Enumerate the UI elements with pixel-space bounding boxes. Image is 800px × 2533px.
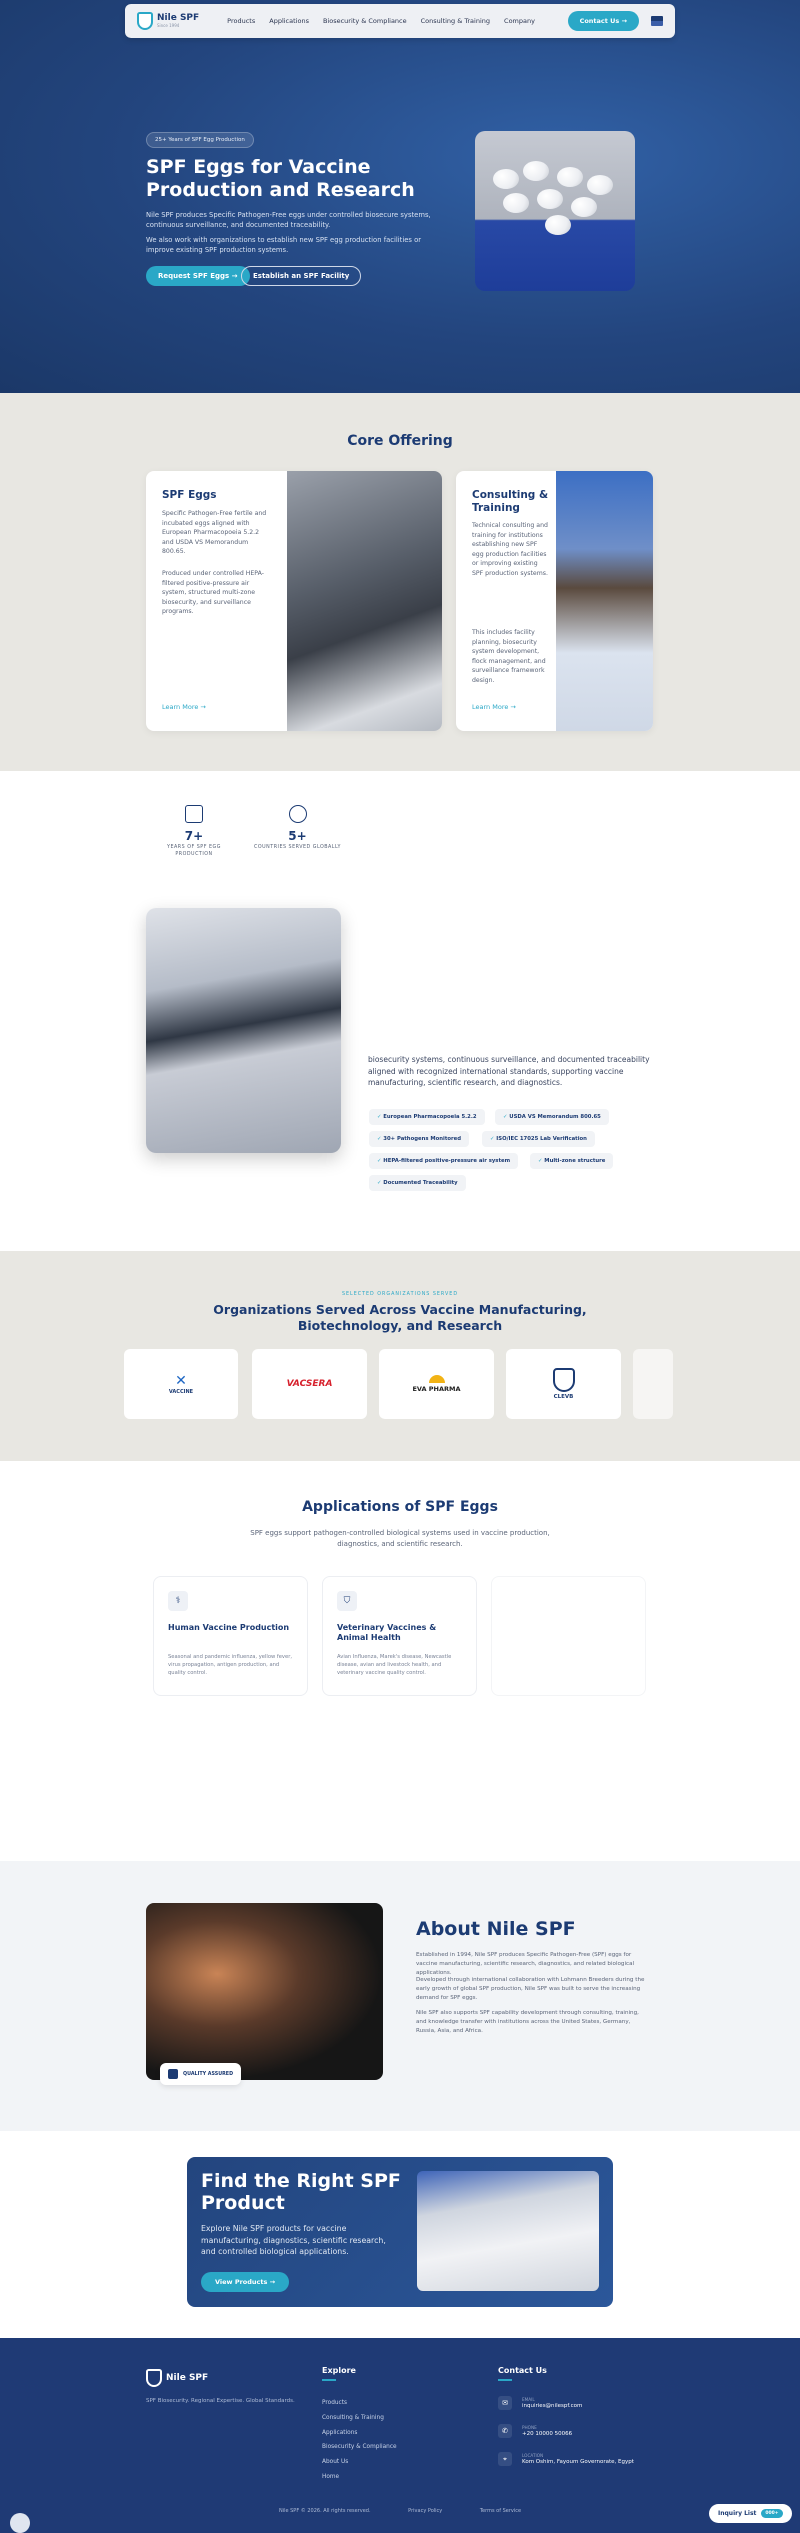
stat-countries xyxy=(250,805,345,852)
client-logo-card xyxy=(379,1349,494,1419)
app-card-veterinary[interactable] xyxy=(322,1576,477,1696)
client-logo-vaccine: VACCINE xyxy=(168,1389,194,1395)
language-flag-icon[interactable] xyxy=(651,16,663,26)
app-card-title: Veterinary Vaccines & Animal Health xyxy=(337,1623,437,1643)
spf-eggs-card-text-secondary: Produced under controlled HEPA-filtered positive-pressure air system, structured multi-zone biosecurity, and surveillance programs. xyxy=(162,570,264,616)
footer-tagline: SPF Biosecurity. Regional Expertise. Global Standards. xyxy=(146,2398,295,2404)
footer-explore-heading: Explore xyxy=(322,2366,356,2381)
applications-subtitle: SPF eggs support pathogen-controlled biological systems used in vaccine production, diagnostics, and scientific research. xyxy=(250,1529,550,1548)
app-card-text: Seasonal and pandemic influenza, yellow fever, virus propagation, antigen production, and quality control. xyxy=(168,1654,292,1677)
terms-link[interactable]: Terms of Service xyxy=(479,2508,522,2514)
phone-icon: ✆ xyxy=(498,2424,512,2438)
clients-kicker: SELECTED ORGANIZATIONS SERVED xyxy=(341,1292,459,1297)
calendar-icon xyxy=(185,805,203,823)
nav-link-applications[interactable]: Applications xyxy=(269,17,309,25)
technician-image xyxy=(556,471,653,731)
top-navbar xyxy=(125,4,675,38)
nav-links xyxy=(227,17,567,25)
cta-title: Find the Right SPF Product xyxy=(201,2170,401,2214)
consulting-card-text: Technical consulting and training for institutions establishing new SPF egg production facilities or improving existing SPF production systems. xyxy=(472,522,548,578)
client-logo-card: ✕ VACCINE xyxy=(124,1349,238,1419)
cert-chip: ✓ Documented Traceability xyxy=(369,1175,466,1191)
shield-logo-icon xyxy=(137,12,153,30)
hero-title: SPF Eggs for Vaccine Production and Research xyxy=(146,156,415,201)
shield-logo-icon xyxy=(146,2369,162,2387)
cert-chip: ✓ Multi-zone structure xyxy=(530,1153,613,1169)
contact-us-button[interactable]: Contact Us → xyxy=(568,11,639,31)
nav-link-biosecurity[interactable]: Biosecurity & Compliance xyxy=(322,17,407,25)
core-offering-title: Core Offering xyxy=(347,433,453,449)
spf-eggs-card-text: Specific Pathogen-Free fertile and incubated eggs aligned with European Pharmacopoeia 5.2.2 and USDA VS Memorandum 800.65. xyxy=(162,510,267,556)
eggs-conveyor-image xyxy=(146,908,341,1153)
footer-link-home[interactable]: Home xyxy=(322,2473,340,2480)
cta-eggs-image xyxy=(417,2171,599,2291)
syringe-icon: ⚕ xyxy=(168,1591,188,1611)
badge-icon xyxy=(168,2069,178,2079)
privacy-link[interactable]: Privacy Policy xyxy=(408,2508,443,2514)
hero-description-secondary: We also work with organizations to establish new SPF egg production facilities or improve existing SPF production systems. xyxy=(146,236,422,255)
about-section xyxy=(0,1861,800,2131)
footer-link-biosecurity[interactable]: Biosecurity & Compliance xyxy=(322,2444,397,2451)
applications-title: Applications of SPF Eggs xyxy=(302,1499,498,1515)
footer-contact-phone[interactable]: ✆ PHONE +20 10000 50066 xyxy=(498,2424,572,2438)
mail-icon: ✉ xyxy=(498,2396,512,2410)
client-logo-card xyxy=(252,1349,367,1419)
eggs-tray-image xyxy=(146,1903,383,2080)
brand-sub: Since 1994 xyxy=(157,23,180,28)
app-card-text: Avian Influenza, Marek's disease, Newcastle disease, avian and livestock health, and veterinary vaccine quality control. xyxy=(337,1654,452,1677)
about-title: About Nile SPF xyxy=(416,1918,576,1940)
hero-description: Nile SPF produces Specific Pathogen-Free eggs under controlled biosecure systems, continuous surveillance, and documented traceability. xyxy=(146,211,431,230)
spf-eggs-learn-more-link[interactable]: Learn More → xyxy=(162,703,206,711)
spf-eggs-card-title: SPF Eggs xyxy=(162,489,217,501)
brand-logo[interactable] xyxy=(137,12,199,30)
client-logo-vacsera: VACSERA xyxy=(286,1379,333,1389)
cert-chip: ✓ HEPA-filtered positive-pressure air system xyxy=(369,1153,518,1169)
about-paragraph: Developed through international collaboration with Lohmann Breeders during the early growth of global SPF production, Nile SPF was built to serve the increasing demand for SPF eggs. xyxy=(416,1977,645,2001)
hero-eggs-image xyxy=(475,131,635,291)
brand-name: Nile SPF xyxy=(157,13,200,23)
cta-text: Explore Nile SPF products for vaccine manufacturing, diagnostics, scientific research, and controlled biological applications. xyxy=(201,2224,386,2257)
footer-link-consulting[interactable]: Consulting & Training xyxy=(322,2414,384,2421)
cta-section xyxy=(0,2131,800,2338)
quality-text: biosecurity systems, continuous surveillance, and documented traceability aligned with recognized international standards, supporting vaccine manufacturing, scientific research, and diagnostics. xyxy=(368,1055,650,1088)
quality-section xyxy=(0,931,800,1251)
consulting-card-title: Consulting & Training xyxy=(472,489,549,515)
app-card-human-vaccine[interactable] xyxy=(153,1576,308,1696)
shield-icon: ⛉ xyxy=(337,1591,357,1611)
accessibility-widget-icon[interactable] xyxy=(10,2513,30,2533)
cert-chip: ✓ 30+ Pathogens Monitored xyxy=(369,1131,469,1147)
consulting-card-text-secondary: This includes facility planning, biosecurity system development, flock management, and surveillance framework design. xyxy=(472,629,546,685)
client-logo-clevb: CLEVB xyxy=(553,1394,574,1400)
view-products-button[interactable]: View Products → xyxy=(201,2272,289,2292)
stat-countries-number: 5+ xyxy=(288,829,307,843)
applications-section xyxy=(0,1461,800,1861)
hero-badge: 25+ Years of SPF Egg Production xyxy=(146,132,254,148)
inquiry-list-button[interactable]: Inquiry List 000+ xyxy=(709,2504,792,2523)
clients-title: Organizations Served Across Vaccine Manufacturing, Biotechnology, and Research xyxy=(213,1302,587,1334)
consulting-learn-more-link[interactable]: Learn More → xyxy=(472,703,516,711)
footer xyxy=(0,2338,800,2533)
quality-badge: QUALITY ASSURED xyxy=(160,2063,241,2085)
hero-section xyxy=(0,0,800,393)
nav-link-company[interactable]: Company xyxy=(504,17,535,25)
footer-bottom-bar xyxy=(0,2508,800,2514)
stat-years xyxy=(160,805,228,858)
nav-link-products[interactable]: Products xyxy=(227,17,256,25)
footer-contact-email[interactable]: ✉ EMAIL inquiries@nilespf.com xyxy=(498,2396,582,2410)
location-pin-icon: ⌖ xyxy=(498,2452,512,2466)
stats-section xyxy=(0,771,800,931)
stat-years-number: 7+ xyxy=(184,829,204,843)
app-card-empty xyxy=(491,1576,646,1696)
cert-chip: ✓ USDA VS Memorandum 800.65 xyxy=(495,1109,609,1125)
copyright-text: Nile SPF © 2026. All rights reserved. xyxy=(278,2508,371,2514)
stat-years-label: YEARS OF SPF EGG PRODUCTION xyxy=(167,845,221,857)
inquiry-count-badge: 000+ xyxy=(761,2509,782,2518)
core-offering-section xyxy=(0,393,800,771)
cert-chip: ✓ ISO/IEC 17025 Lab Verification xyxy=(482,1131,595,1147)
spf-eggs-card[interactable] xyxy=(146,471,442,731)
app-card-title: Human Vaccine Production xyxy=(168,1623,290,1632)
footer-link-applications[interactable]: Applications xyxy=(322,2429,358,2436)
clients-section xyxy=(0,1251,800,1461)
request-spf-eggs-button[interactable]: Request SPF Eggs → xyxy=(146,266,250,286)
client-logo-eva: EVA PHARMA xyxy=(412,1385,461,1393)
about-paragraph: Established in 1994, Nile SPF produces Specific Pathogen-Free (SPF) eggs for vaccine manufacturing, scientific research, diagnostics, and related biological applications. xyxy=(416,1952,635,1976)
footer-logo[interactable]: Nile SPF xyxy=(146,2369,208,2387)
globe-icon xyxy=(289,805,307,823)
footer-link-products[interactable]: Products xyxy=(322,2400,348,2406)
egg-machine-image xyxy=(287,471,442,731)
establish-facility-button[interactable]: Establish an SPF Facility xyxy=(241,266,361,286)
footer-contact-location: ⌖ LOCATION Kom Oshim, Fayoum Governorate, Egypt xyxy=(498,2452,634,2466)
cta-box xyxy=(187,2157,613,2307)
client-logo-card-partial xyxy=(633,1349,673,1419)
nav-link-consulting[interactable]: Consulting & Training xyxy=(420,17,491,25)
footer-explore-links xyxy=(322,2396,397,2485)
footer-link-about[interactable]: About Us xyxy=(322,2459,349,2466)
consulting-card[interactable] xyxy=(456,471,653,731)
cert-chip: ✓ European Pharmacopoeia 5.2.2 xyxy=(369,1109,485,1125)
stat-countries-label: COUNTRIES SERVED GLOBALLY xyxy=(254,845,341,850)
footer-contact-heading: Contact Us xyxy=(498,2366,547,2381)
about-paragraph: Nile SPF also supports SPF capability development through consulting, training, and knowledge transfer with institutions across the United States, Germany, Russia, Asia, and Africa. xyxy=(416,2010,639,2034)
client-logo-card xyxy=(506,1349,621,1419)
